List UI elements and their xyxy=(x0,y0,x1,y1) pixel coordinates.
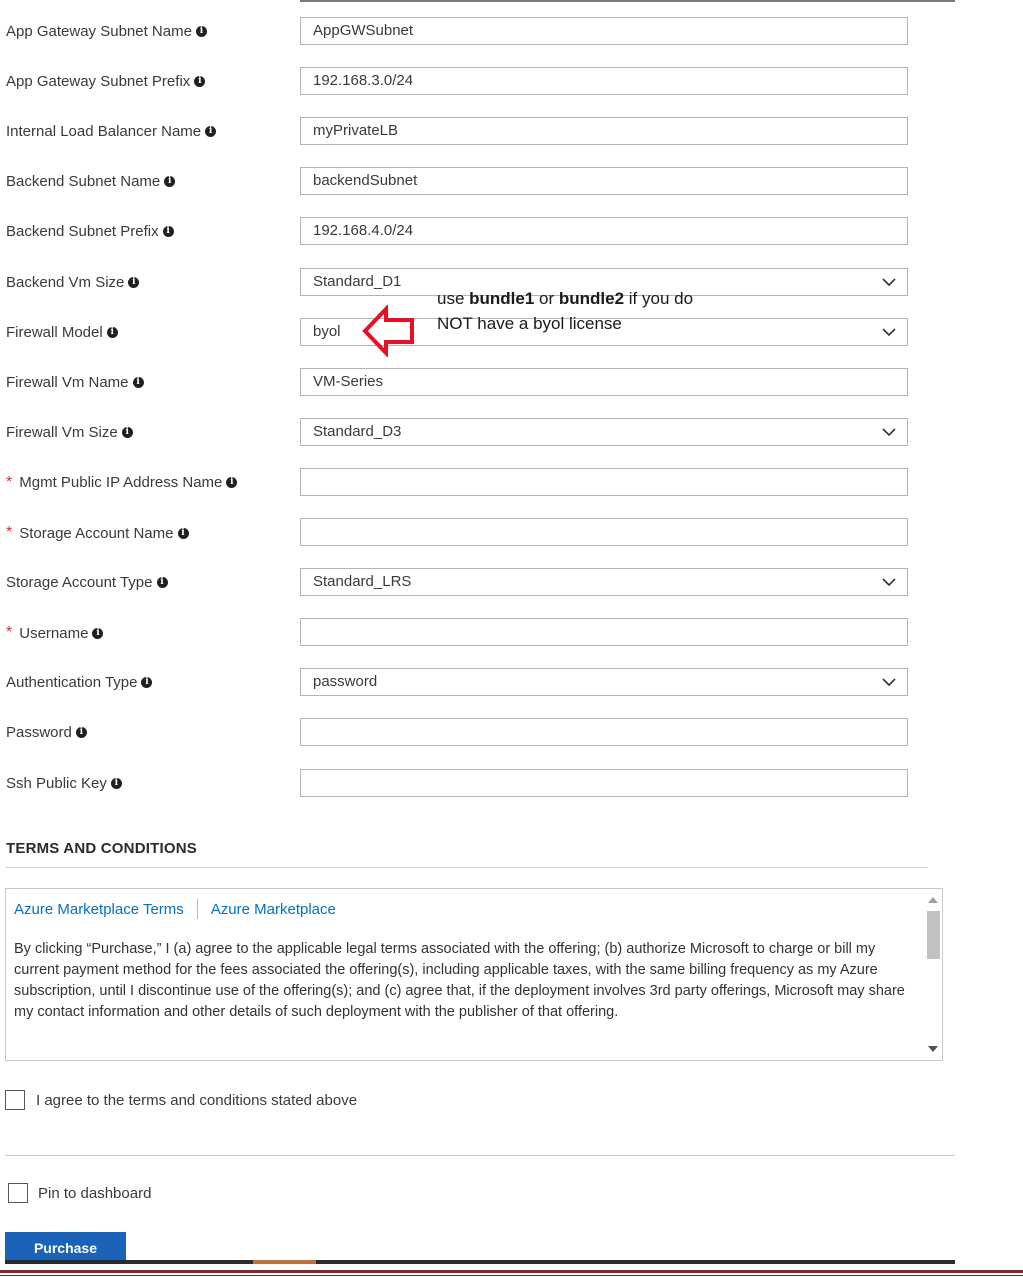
field-label-text: Storage Account Name xyxy=(19,524,174,542)
form-row xyxy=(0,418,920,448)
link-separator xyxy=(197,899,198,919)
info-icon[interactable]: i xyxy=(92,628,103,639)
agree-row[interactable] xyxy=(5,1090,357,1110)
terms-scrollbar[interactable] xyxy=(925,889,942,1060)
field-label-text: Backend Vm Size xyxy=(6,273,125,291)
text-field[interactable] xyxy=(300,468,908,496)
form-row xyxy=(0,67,920,97)
field-label xyxy=(6,775,122,792)
form-row xyxy=(0,518,920,548)
scroll-down-icon[interactable] xyxy=(928,1046,938,1052)
agree-label: I agree to the terms and conditions stated above xyxy=(36,1091,358,1109)
field-label xyxy=(6,23,207,40)
field-label xyxy=(6,674,152,691)
field-label xyxy=(6,524,189,542)
form-row xyxy=(0,368,920,398)
chevron-down-icon xyxy=(881,324,897,340)
text-field[interactable] xyxy=(300,217,908,245)
dropdown-field[interactable] xyxy=(300,418,908,446)
field-label-text: Backend Subnet Prefix xyxy=(6,223,159,241)
field-label xyxy=(6,324,118,341)
terms-links xyxy=(14,899,336,919)
field-label xyxy=(6,73,205,90)
field-value: password xyxy=(313,673,378,691)
dropdown-field[interactable] xyxy=(300,568,908,596)
bottom-accent xyxy=(253,1260,316,1264)
info-icon[interactable]: i xyxy=(226,477,237,488)
dropdown-field[interactable] xyxy=(300,668,908,696)
marketplace-terms-link[interactable]: Azure Marketplace Terms xyxy=(14,900,184,918)
annotation-note: use bundle1 or bundle2 if you do NOT have a byol license xyxy=(437,289,694,333)
field-label-text: Backend Subnet Name xyxy=(6,173,161,191)
form-row xyxy=(0,17,920,47)
form-row xyxy=(0,718,920,748)
pin-row[interactable] xyxy=(5,1183,151,1203)
info-icon[interactable]: i xyxy=(178,528,189,539)
text-field[interactable] xyxy=(300,518,908,546)
pin-checkbox[interactable] xyxy=(8,1183,28,1203)
field-value: VM-Series xyxy=(313,372,384,390)
field-label-text: Username xyxy=(19,624,89,642)
info-icon[interactable]: i xyxy=(122,427,133,438)
text-field[interactable] xyxy=(300,17,908,45)
field-label-text: App Gateway Subnet Name xyxy=(6,23,192,40)
text-field[interactable] xyxy=(300,167,908,195)
scroll-up-icon[interactable] xyxy=(928,897,938,903)
field-value: Standard_D1 xyxy=(313,272,402,290)
info-icon[interactable]: i xyxy=(76,727,87,738)
form-row xyxy=(0,568,920,598)
info-icon[interactable]: i xyxy=(111,778,122,789)
terms-text: By clicking “Purchase,” I (a) agree to the applicable legal terms associated with the offering; (b) authorize Microsoft to charge or bill my current payment method for the fees associated the offering(s), including applicable taxes, with the same billing frequency as my Azure subscription, until I discontinue use of the offering(s); and (c) agree that, if the deployment involves 3rd party offerings, Microsoft may share my contact information and other details of such deployment with the publisher of that offering. xyxy=(14,941,905,1020)
info-icon[interactable]: i xyxy=(157,577,168,588)
chevron-down-icon xyxy=(881,674,897,690)
field-label xyxy=(6,173,175,190)
field-label-text: Password xyxy=(6,724,72,742)
field-value: Standard_D3 xyxy=(313,422,402,440)
required-marker: * xyxy=(6,624,13,642)
info-icon[interactable]: i xyxy=(163,226,174,237)
terms-box xyxy=(5,888,943,1061)
field-label-text: Authentication Type xyxy=(6,674,138,692)
field-label-text: App Gateway Subnet Prefix xyxy=(6,73,191,91)
form-row xyxy=(0,668,920,698)
arrow-left-icon xyxy=(362,305,416,357)
scroll-thumb[interactable] xyxy=(927,911,940,959)
chevron-down-icon xyxy=(881,424,897,440)
text-field[interactable] xyxy=(300,117,908,145)
terms-divider xyxy=(6,867,928,868)
pin-label: Pin to dashboard xyxy=(38,1184,152,1202)
field-label-text: Firewall Model xyxy=(6,323,103,341)
field-value: 192.168.4.0/24 xyxy=(313,222,414,240)
field-label xyxy=(6,574,168,591)
info-icon[interactable]: i xyxy=(133,377,144,388)
marketplace-link[interactable]: Azure Marketplace xyxy=(210,900,336,918)
info-icon[interactable]: i xyxy=(141,677,152,688)
form-row xyxy=(0,468,920,498)
info-icon[interactable]: i xyxy=(205,126,216,137)
field-label xyxy=(6,223,174,240)
field-label xyxy=(6,424,133,441)
form-row xyxy=(0,117,920,147)
text-field[interactable] xyxy=(300,718,908,746)
required-marker: * xyxy=(6,473,13,491)
bottom-bar xyxy=(5,1260,955,1264)
info-icon[interactable]: i xyxy=(128,277,139,288)
purchase-button[interactable]: Purchase xyxy=(5,1232,126,1262)
text-field[interactable] xyxy=(300,67,908,95)
required-marker: * xyxy=(6,524,13,541)
form-row xyxy=(0,167,920,197)
field-label xyxy=(6,123,216,140)
field-value: Standard_LRS xyxy=(313,573,412,591)
field-label xyxy=(6,374,144,391)
top-divider xyxy=(300,0,955,2)
form-row xyxy=(0,217,920,247)
text-field[interactable] xyxy=(300,618,908,646)
agree-checkbox[interactable] xyxy=(5,1090,25,1110)
chevron-down-icon xyxy=(881,574,897,590)
field-label-text: Mgmt Public IP Address Name xyxy=(19,474,223,492)
text-field[interactable] xyxy=(300,769,908,797)
form-row xyxy=(0,769,920,799)
field-value: myPrivateLB xyxy=(313,122,399,140)
field-value: byol xyxy=(313,322,341,340)
info-icon[interactable]: i xyxy=(107,327,118,338)
field-value: AppGWSubnet xyxy=(313,22,414,39)
field-label xyxy=(6,724,87,741)
chevron-down-icon xyxy=(881,274,897,290)
field-label-text: Storage Account Type xyxy=(6,574,153,592)
section-divider xyxy=(5,1155,955,1156)
form-row xyxy=(0,618,920,648)
info-icon[interactable]: i xyxy=(194,76,205,87)
field-label-text: Firewall Vm Size xyxy=(6,423,118,441)
field-label xyxy=(6,624,103,642)
footer-line xyxy=(0,1270,1023,1273)
field-value: backendSubnet xyxy=(313,172,418,190)
field-label-text: Ssh Public Key xyxy=(6,774,107,792)
terms-heading: TERMS AND CONDITIONS xyxy=(6,840,197,857)
field-value: 192.168.3.0/24 xyxy=(313,72,414,90)
text-field[interactable] xyxy=(300,368,908,396)
field-label-text: Internal Load Balancer Name xyxy=(6,123,202,141)
info-icon[interactable]: i xyxy=(196,26,207,37)
field-label xyxy=(6,474,237,492)
field-label-text: Firewall Vm Name xyxy=(6,373,129,391)
footer-line-thin xyxy=(0,1275,1023,1276)
field-label xyxy=(6,274,139,291)
info-icon[interactable]: i xyxy=(164,176,175,187)
